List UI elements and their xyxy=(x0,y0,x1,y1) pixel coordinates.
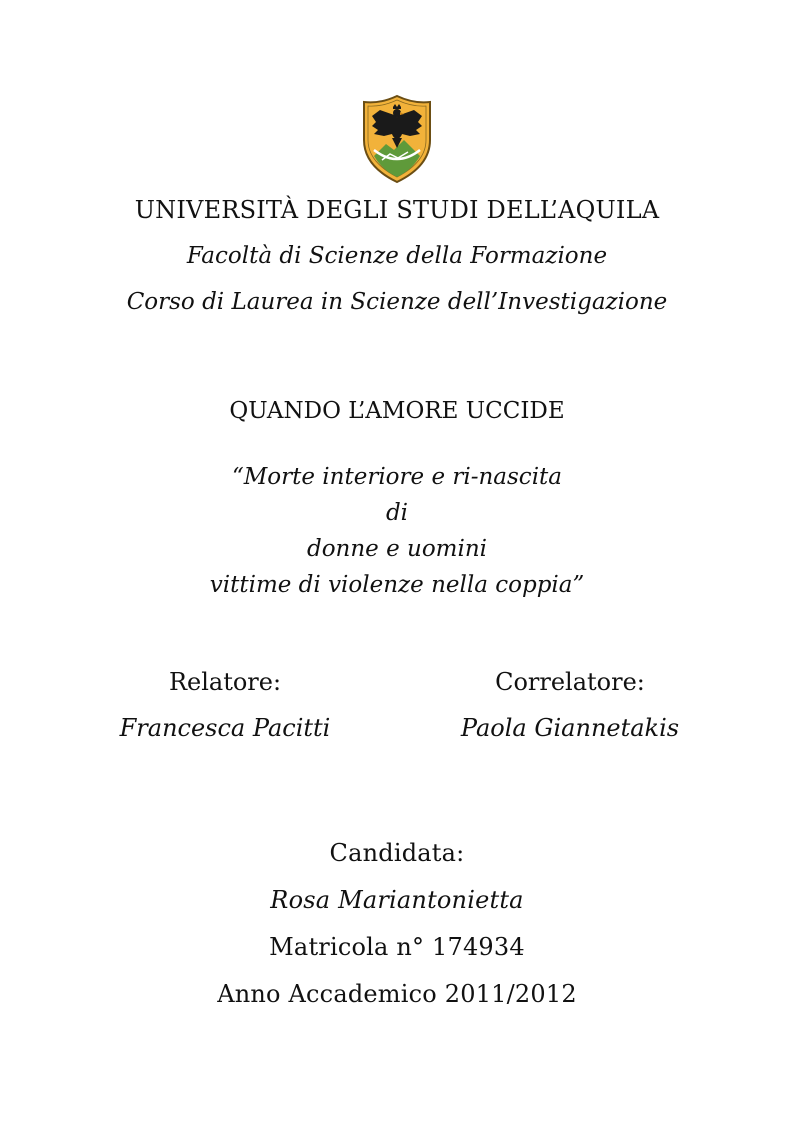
candidate-label: Candidata: xyxy=(329,839,465,867)
relatore-name: Francesca Pacitti xyxy=(119,714,331,742)
candidate-name: Rosa Mariantonietta xyxy=(270,886,524,914)
university-crest xyxy=(360,94,434,184)
correlatore-label: Correlatore: xyxy=(495,668,645,696)
academic-year: Anno Accademico 2011/2012 xyxy=(217,980,577,1008)
thesis-subtitle-line-3: donne e uomini xyxy=(306,536,488,562)
relatore-label: Relatore: xyxy=(168,668,282,696)
correlatore-name: Paola Giannetakis xyxy=(460,714,680,742)
course-name: Corso di Laurea in Scienze dell’Investigazione xyxy=(126,289,668,315)
thesis-subtitle-line-4: vittime di violenze nella coppia” xyxy=(209,572,585,598)
matricola: Matricola n° 174934 xyxy=(269,933,525,961)
university-name: UNIVERSITÀ DEGLI STUDI DELL’AQUILA xyxy=(134,196,660,224)
thesis-title: QUANDO L’AMORE UCCIDE xyxy=(229,398,565,424)
thesis-subtitle-line-1: “Morte interiore e ri-nascita xyxy=(231,464,563,490)
faculty-name: Facoltà di Scienze della Formazione xyxy=(186,243,608,269)
thesis-subtitle-line-2: di xyxy=(385,500,409,526)
